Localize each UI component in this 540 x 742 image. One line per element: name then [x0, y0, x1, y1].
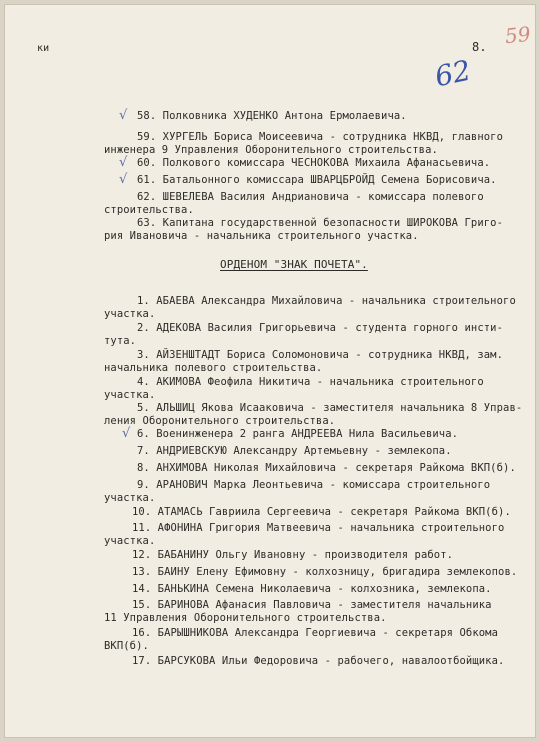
entry-line: 4. АКИМОВА Феофила Никитича - начальника строительного	[137, 376, 484, 388]
entry-line: участка.	[104, 308, 156, 320]
check-mark-icon: √	[122, 426, 131, 441]
entry-line: 13. БАИНУ Елену Ефимовну - колхозницу, бригадира землекопов.	[132, 566, 518, 578]
check-mark-icon: √	[119, 108, 128, 123]
handwritten-archive-number: 62	[431, 53, 474, 94]
entry-line: участка.	[104, 492, 156, 504]
section-heading: ОРДЕНОМ "ЗНАК ПОЧЕТА".	[220, 258, 368, 271]
entry-line: 58. Полковника ХУДЕНКО Антона Ермолаевича.	[137, 110, 407, 122]
entry-line: 12. БАБАНИНУ Ольгу Ивановну - производителя работ.	[132, 549, 454, 561]
entry-line: ВКП(б).	[104, 640, 149, 652]
page-number: 8.	[472, 40, 487, 54]
entry-line: 8. АНХИМОВА Николая Михайловича - секретаря Райкома ВКП(б).	[137, 462, 516, 474]
entry-line: строительства.	[104, 204, 194, 216]
entry-line: 6. Военинженера 2 ранга АНДРЕЕВА Нила Васильевича.	[137, 428, 459, 440]
entry-line: 2. АДЕКОВА Василия Григорьевича - студента горного инсти-	[137, 322, 504, 334]
entry-line: 5. АЛЬШИЦ Якова Исааковича - заместителя начальника 8 Управ-	[137, 402, 523, 414]
entry-line: 62. ШЕВЕЛЕВА Василия Андриановича - комиссара полевого	[137, 191, 484, 203]
entry-line: 60. Полкового комиссара ЧЕСНОКОВА Михаила Афанасьевича.	[137, 157, 491, 169]
check-mark-icon: √	[119, 172, 128, 187]
entry-line: ления Оборонительного строительства.	[104, 415, 336, 427]
entry-line: тута.	[104, 335, 137, 347]
entry-line: 9. АРАНОВИЧ Марка Леонтьевича - комиссара строительного	[137, 479, 491, 491]
entry-line: 17. БАРСУКОВА Ильи Федоровича - рабочего, навалоотбойщика.	[132, 655, 505, 667]
entry-line: 10. АТАМАСЬ Гавриила Сергеевича - секретаря Райкома ВКП(б).	[132, 506, 511, 518]
entry-line: 1. АБАЕВА Александра Михайловича - начальника строительного	[137, 295, 516, 307]
entry-line: 3. АЙЗЕНШТАДТ Бориса Соломоновича - сотрудника НКВД, зам.	[137, 349, 504, 361]
entry-line: инженера 9 Управления Оборонительного строительства.	[104, 144, 438, 156]
entry-line: 11. АФОНИНА Григория Матвеевича - начальника строительного	[132, 522, 505, 534]
entry-line: участка.	[104, 535, 156, 547]
entry-line: 59. ХУРГЕЛЬ Бориса Моисеевича - сотрудника НКВД, главного	[137, 131, 504, 143]
document-page	[4, 4, 536, 738]
entry-line: начальника полевого строительства.	[104, 362, 323, 374]
entry-line: участка.	[104, 389, 156, 401]
entry-line: 7. АНДРИЕВСКУЮ Александру Артемьевну - землекопа.	[137, 445, 452, 457]
check-mark-icon: √	[119, 155, 128, 170]
corner-mark: ки	[37, 43, 50, 54]
entry-line: 14. БАНЬКИНА Семена Николаевича - колхозника, землекопа.	[132, 583, 492, 595]
entry-line: 63. Капитана государственной безопасности ШИРОКОВА Григо-	[137, 217, 504, 229]
entry-line: 15. БАРИНОВА Афанасия Павловича - заместителя начальника	[132, 599, 492, 611]
entry-line: рия Ивановича - начальника строительного участка.	[104, 230, 419, 242]
entry-line: 61. Батальонного комиссара ШВАРЦБРОЙД Семена Борисовича.	[137, 174, 497, 186]
handwritten-page-number: 59	[503, 21, 532, 49]
entry-line: 16. БАРЫШНИКОВА Александра Георгиевича - секретаря Обкома	[132, 627, 499, 639]
entry-line: 11 Управления Оборонительного строительства.	[104, 612, 387, 624]
